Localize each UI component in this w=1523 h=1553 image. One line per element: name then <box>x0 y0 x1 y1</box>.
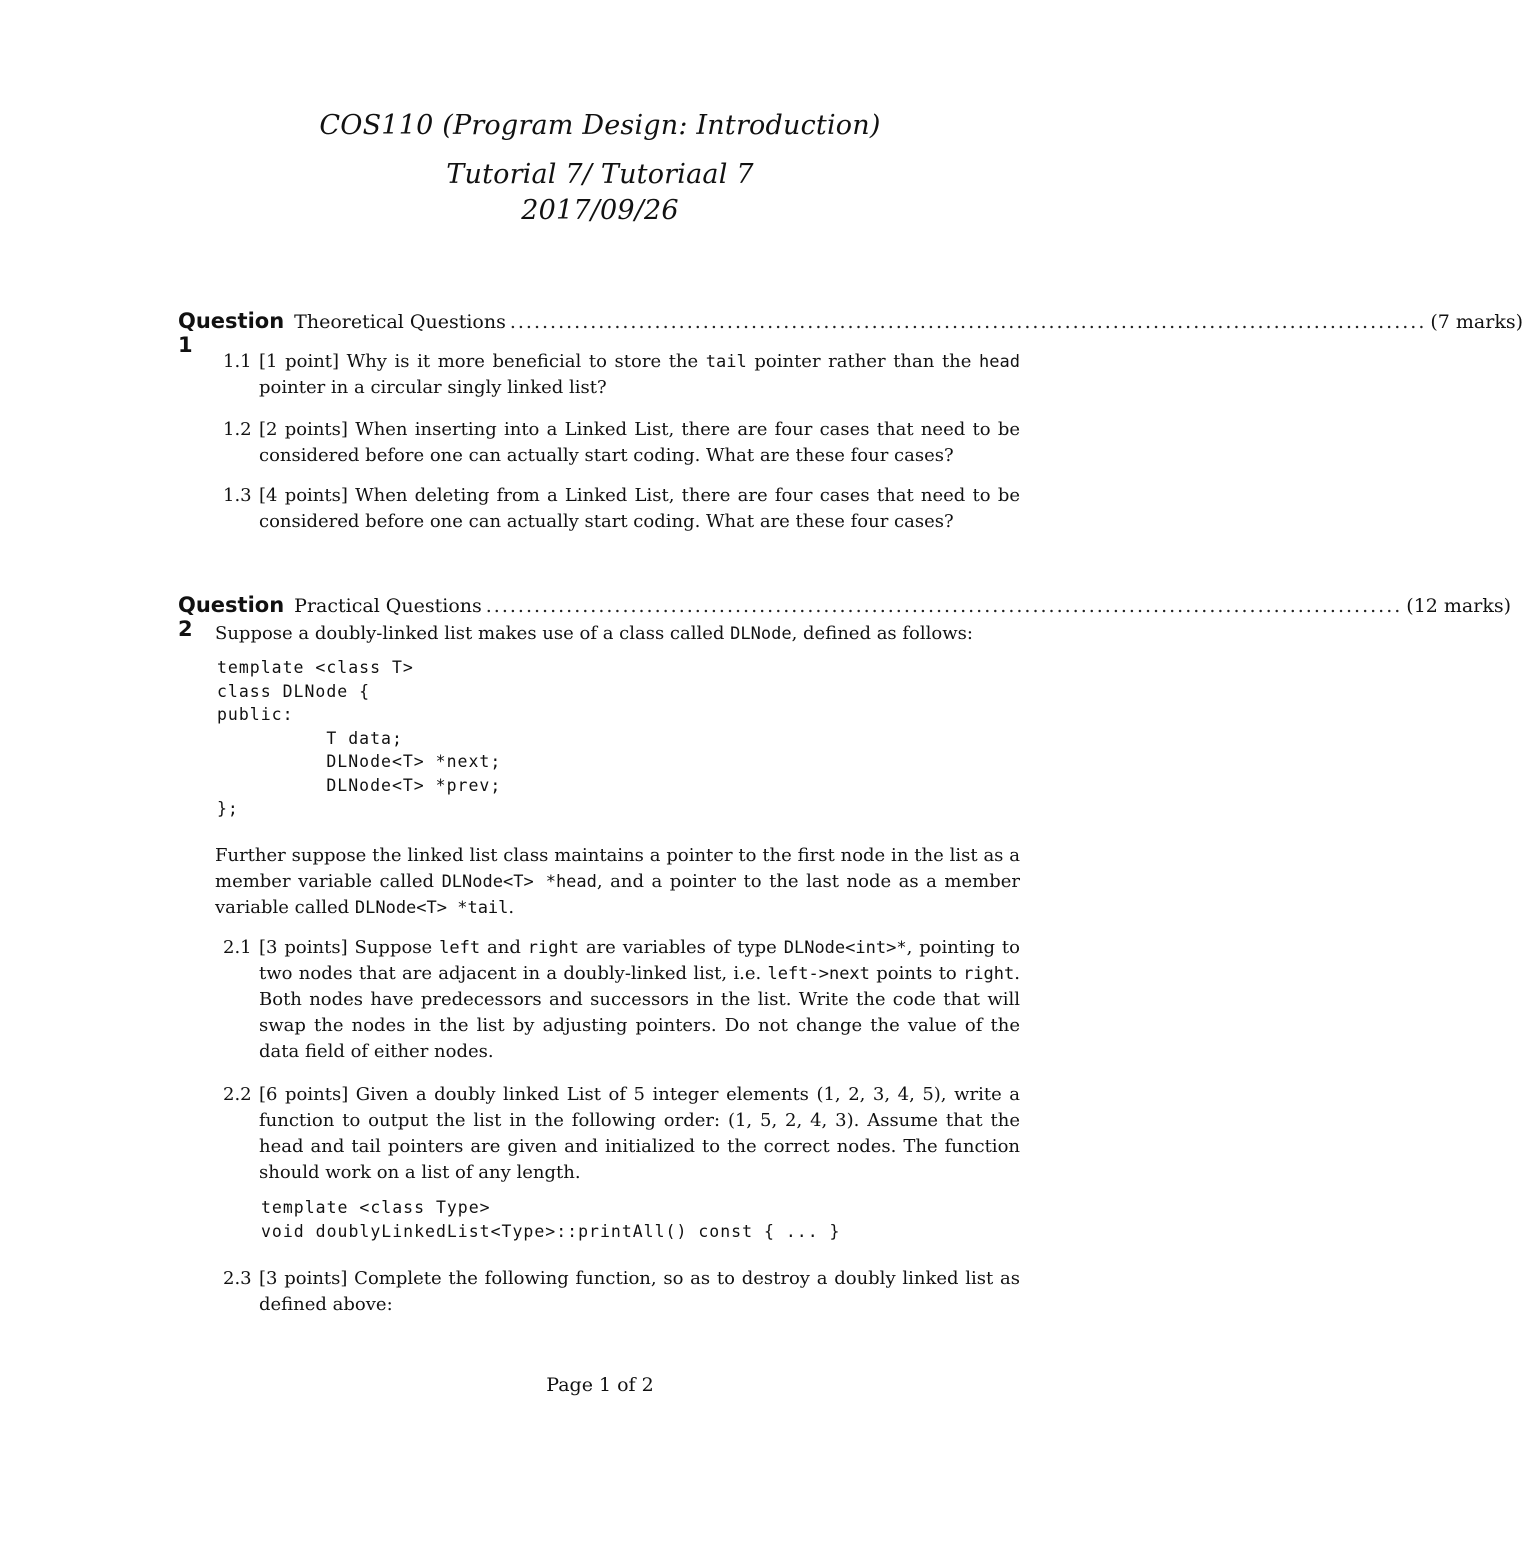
question-2-1 <box>215 935 1020 1065</box>
item-body <box>259 349 1020 401</box>
inline-code: right <box>527 938 579 958</box>
item-number: 1.1 <box>223 351 252 372</box>
course-title: COS110 (Program Design: Introduction) <box>319 110 881 141</box>
item-number: 1.2 <box>223 419 252 440</box>
leader-dots: .................................................................................................................. <box>509 311 1427 333</box>
inline-code: DLNode<T> *tail <box>354 898 509 918</box>
tutorial-date: 2017/09/26 <box>521 195 679 226</box>
page-number: Page 1 of 2 <box>546 1374 654 1396</box>
item-points: [4 points] <box>259 485 348 506</box>
inline-code: DLNode<T> *head <box>441 872 597 892</box>
question-2-2 <box>215 1082 1020 1186</box>
paragraph-text: . <box>508 897 515 918</box>
question-2-label: Question 2 <box>178 593 285 641</box>
paragraph-text: Further suppose the linked list class maintains a pointer to the first node in the list as a member variable called <box>215 845 1020 892</box>
item-text: are variables of type <box>578 937 784 958</box>
question-2-topic: Practical Questions <box>294 595 482 617</box>
leader-dots: .................................................................................................................. <box>485 595 1403 617</box>
inline-code: right <box>963 964 1015 984</box>
question-2-3 <box>215 1266 1020 1318</box>
intro-text: , defined as follows: <box>791 623 973 644</box>
tutorial-title: Tutorial 7/ Tutoriaal 7 <box>446 159 754 190</box>
item-text: and <box>480 937 528 958</box>
item-text: Suppose <box>347 937 440 958</box>
question-1-label: Question 1 <box>178 309 285 357</box>
item-body <box>259 1266 1020 1318</box>
item-points: [1 point] <box>259 351 340 372</box>
item-number: 2.2 <box>223 1084 252 1105</box>
item-body <box>259 1082 1020 1186</box>
item-points: [2 points] <box>259 419 348 440</box>
item-body <box>259 935 1020 1065</box>
item-points: [6 points] <box>259 1084 349 1105</box>
inline-code: DLNode <box>730 624 792 644</box>
item-text: Complete the following function, so as to destroy a doubly linked list as defined above: <box>259 1268 1020 1315</box>
question-2-marks: (12 marks) <box>1406 595 1512 617</box>
item-text: When deleting from a Linked List, there are four cases that need to be considered before one can actually start coding. What are these four cases? <box>259 485 1021 532</box>
inline-code: DLNode<int>* <box>783 938 907 958</box>
item-number: 2.3 <box>223 1268 252 1289</box>
item-points: [3 points] <box>259 937 348 958</box>
inline-code: left <box>439 938 481 958</box>
item-text: , pointing to two nodes that are adjacent in a doubly-linked list, i.e. <box>259 937 1020 984</box>
item-text: pointer in a circular singly linked list? <box>259 377 607 398</box>
item-points: [3 points] <box>259 1268 348 1289</box>
dlnode-code-block: template <class T> class DLNode { public: T data; DLNode<T> *next; DLNode<T> *prev; }; <box>217 658 502 818</box>
item-body <box>259 417 1020 469</box>
item-text: . Both nodes have predecessors and successors in the list. Write the code that will swap the nodes in the list by adjusting pointers. Do not change the value of the data field of either nodes. <box>259 963 1020 1062</box>
inline-code: head <box>979 352 1020 372</box>
item-text: Given a doubly linked List of 5 integer elements (1, 2, 3, 4, 5), write a function to output the list in the following order: (1, 5, 2, 4, 3). Assume that the head and tail pointers are given and initialized to the correct nodes. The function should work on a list of any length. <box>259 1084 1020 1183</box>
intro-text: Suppose a doubly-linked list makes use of a class called <box>215 623 731 644</box>
item-number: 1.3 <box>223 485 252 506</box>
inline-code: tail <box>705 352 747 372</box>
item-number: 2.1 <box>223 937 252 958</box>
question-1-topic: Theoretical Questions <box>294 311 506 333</box>
question-1-3 <box>215 483 1020 535</box>
question-1-1 <box>215 349 1020 401</box>
question-2-paragraph <box>215 843 1020 921</box>
paragraph-text: , and a pointer to the last node as a member variable called <box>215 871 1020 918</box>
question-1-2 <box>215 417 1020 469</box>
inline-code: left->next <box>767 964 870 984</box>
item-text: When inserting into a Linked List, there are four cases that need to be considered before one can actually start coding. What are these four cases? <box>259 419 1020 466</box>
item-text: Why is it more beneficial to store the <box>339 351 706 372</box>
print-all-code-block: template <class Type> void doublyLinkedList<Type>::printAll() const { ... } <box>261 1198 841 1241</box>
question-1-marks: (7 marks) <box>1430 311 1523 333</box>
item-text: pointer rather than the <box>746 351 980 372</box>
item-text: points to <box>869 963 964 984</box>
question-2-intro <box>215 621 1020 647</box>
item-body <box>259 483 1020 535</box>
